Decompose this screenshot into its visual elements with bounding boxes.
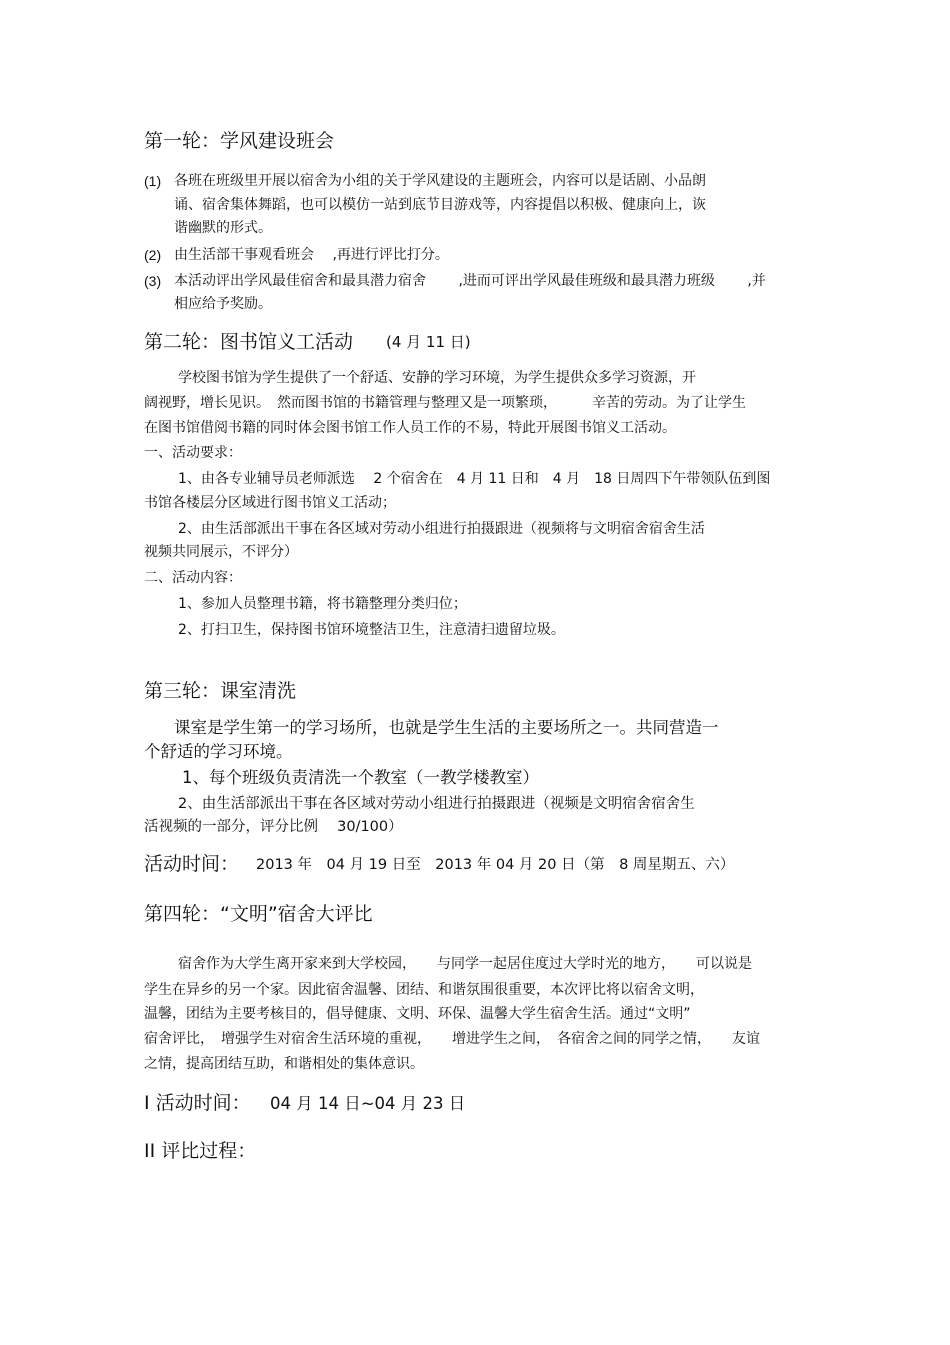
round1-heading: 第一轮：学风建设班会 bbox=[144, 130, 335, 152]
list-number: (3) bbox=[144, 273, 162, 289]
paragraph-line: 课室是学生第一的学习场所，也就是学生生活的主要场所之一。共同营造一 bbox=[174, 718, 719, 737]
paragraph-line: 阔视野，增长见识。 然而图书馆的书籍管理与整理又是一项繁琐， 辛苦的劳动。为了让学生 bbox=[144, 395, 746, 411]
paragraph-line: 宿舍作为大学生离开家来到大学校园， 与同学一起居住度过大学时光的地方， 可以说是 bbox=[178, 956, 752, 972]
paragraph-line: 学生在异乡的另一个家。因此宿舍温馨、团结、和谐氛围很重要，本次评比将以宿舍文明， bbox=[144, 982, 704, 998]
paragraph-line: 个舒适的学习环境。 bbox=[144, 742, 293, 761]
list-number: (1) bbox=[144, 173, 162, 189]
paragraph-line: 相应给予奖励。 bbox=[174, 296, 272, 312]
list-item: 1、参加人员整理书籍，将书籍整理分类归位； bbox=[178, 596, 467, 612]
round4-time-label: I 活动时间： bbox=[144, 1092, 251, 1114]
paragraph-line: 温馨，团结为主要考核目的，倡导健康、文明、环保、温馨大学生宿舍生活。通过“文明” bbox=[144, 1006, 691, 1022]
list-item: 1、每个班级负责清洗一个教室（一教学楼教室） bbox=[182, 768, 539, 787]
round2-date: (4 月 11 日) bbox=[386, 333, 471, 351]
paragraph-line: 在图书馆借阅书籍的同时体会图书馆工作人员工作的不易，特此开展图书馆义工活动。 bbox=[144, 420, 676, 436]
paragraph-line: 由生活部干事观看班会 ,再进行评比打分。 bbox=[174, 247, 449, 263]
round4-time-value: 04 月 14 日~04 月 23 日 bbox=[270, 1094, 466, 1113]
round3-time-value: 2013 年 04 月 19 日至 2013 年 04 月 20 日（第 8 周星期五、六） bbox=[256, 857, 735, 873]
paragraph-line: 诵、宿舍集体舞蹈，也可以模仿一站到底节目游戏等，内容提倡以积极、健康向上，诙 bbox=[174, 197, 706, 213]
paragraph-line: 2、由生活部派出干事在各区域对劳动小组进行拍摄跟进（视频将与文明宿舍宿舍生活 bbox=[178, 521, 705, 537]
paragraph-line: 之情，提高团结互助，和谐相处的集体意识。 bbox=[144, 1056, 424, 1072]
paragraph-line: 视频共同展示，不评分） bbox=[144, 544, 298, 560]
list-number: (2) bbox=[144, 247, 162, 263]
paragraph-line: 学校图书馆为学生提供了一个舒适、安静的学习环境，为学生提供众多学习资源，开 bbox=[178, 370, 696, 386]
paragraph-line: 宿舍评比， 增强学生对宿舍生活环境的重视， 增进学生之间， 各宿舍之间的同学之情， 友谊 bbox=[144, 1031, 760, 1047]
list-item: 2、打扫卫生，保持图书馆环境整洁卫生，注意清扫遗留垃圾。 bbox=[178, 622, 565, 638]
round2-heading: 第二轮：图书馆义工活动 bbox=[144, 331, 354, 353]
paragraph-line: 谐幽默的形式。 bbox=[174, 220, 272, 236]
paragraph-line: 本活动评出学风最佳宿舍和最具潜力宿舍 ,进而可评出学风最佳班级和最具潜力班级 ,并 bbox=[174, 273, 766, 289]
round3-heading: 第三轮：课室清洗 bbox=[144, 680, 297, 702]
paragraph-line: 各班在班级里开展以宿舍为小组的关于学风建设的主题班会，内容可以是话剧、小品朗 bbox=[174, 173, 706, 189]
section-title: 二、活动内容： bbox=[144, 570, 242, 586]
round3-time-label: 活动时间： bbox=[144, 853, 240, 875]
paragraph-line: 活视频的一部分，评分比例 30/100） bbox=[144, 819, 403, 835]
paragraph-line: 书馆各楼层分区域进行图书馆义工活动； bbox=[144, 495, 396, 511]
paragraph-line: 2、由生活部派出干事在各区域对劳动小组进行拍摄跟进（视频是文明宿舍宿舍生 bbox=[178, 796, 695, 812]
paragraph-line: 1、由各专业辅导员老师派选 2 个宿舍在 4 月 11 日和 4 月 18 日周四下午带领队伍到图 bbox=[178, 471, 771, 487]
round4-heading: 第四轮：“文明”宿舍大评比 bbox=[144, 903, 373, 925]
round4-process-label: II 评比过程： bbox=[144, 1140, 257, 1162]
section-title: 一、活动要求： bbox=[144, 445, 242, 461]
